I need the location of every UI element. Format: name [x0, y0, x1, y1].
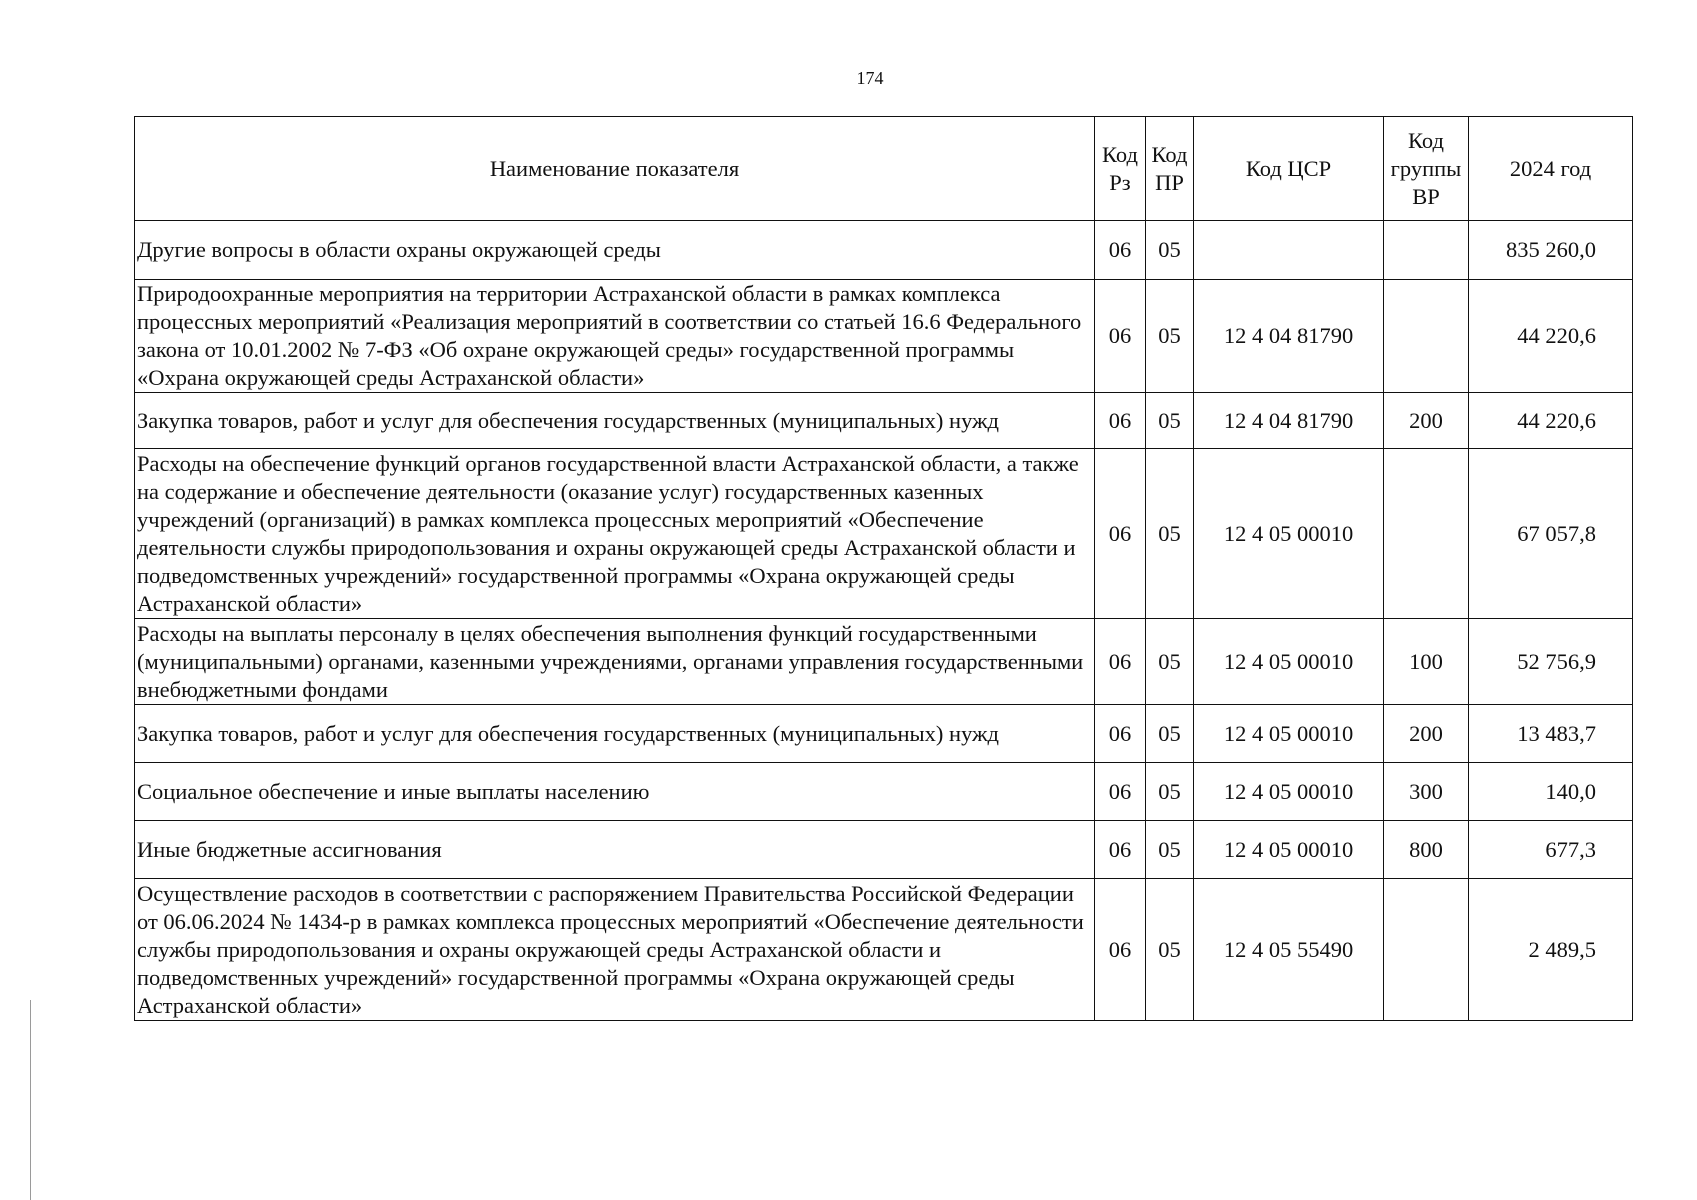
header-rz: Код Рз: [1095, 117, 1146, 221]
row-amount: 140,0: [1469, 763, 1633, 821]
table-row: [135, 449, 1633, 619]
row-pr: 05: [1146, 449, 1194, 619]
row-name: Иные бюджетные ассигнования: [135, 821, 1095, 879]
budget-table: [134, 116, 1633, 1021]
row-pr: 05: [1146, 393, 1194, 449]
row-vr: [1384, 449, 1469, 619]
header-year: 2024 год: [1469, 117, 1633, 221]
row-pr: 05: [1146, 705, 1194, 763]
row-csr: 12 4 05 00010: [1194, 705, 1384, 763]
row-name: Расходы на выплаты персоналу в целях обеспечения выполнения функций государственными (муниципальными) органами, казенными учреждениями, органами управления государственными внебюджетными фондами: [135, 619, 1095, 705]
row-csr: 12 4 05 55490: [1194, 879, 1384, 1021]
row-rz: 06: [1095, 280, 1146, 393]
row-csr: 12 4 05 00010: [1194, 821, 1384, 879]
row-amount: 835 260,0: [1469, 221, 1633, 280]
margin-line: [30, 1000, 31, 1200]
row-rz: 06: [1095, 619, 1146, 705]
row-name: Закупка товаров, работ и услуг для обеспечения государственных (муниципальных) нужд: [135, 393, 1095, 449]
row-vr: [1384, 221, 1469, 280]
row-name: Природоохранные мероприятия на территории Астраханской области в рамках комплекса процессных мероприятий «Реализация мероприятий в соответствии со статьей 16.6 Федерального закона от 10.01.2002 № 7-ФЗ «Об охране окружающей среды» государственной программы «Охрана окружающей среды Астраханской области»: [135, 280, 1095, 393]
table-header-row: [135, 117, 1633, 221]
header-csr: Код ЦСР: [1194, 117, 1384, 221]
row-rz: 06: [1095, 705, 1146, 763]
row-rz: 06: [1095, 221, 1146, 280]
row-amount: 44 220,6: [1469, 393, 1633, 449]
table-row: [135, 619, 1633, 705]
row-amount: 44 220,6: [1469, 280, 1633, 393]
row-pr: 05: [1146, 280, 1194, 393]
row-vr: 100: [1384, 619, 1469, 705]
row-name: Расходы на обеспечение функций органов государственной власти Астраханской области, а также на содержание и обеспечение деятельности (оказание услуг) государственных казенных учреждений (организаций) в рамках комплекса процессных мероприятий «Обеспечение деятельности службы природопользования и охраны окружающей среды Астраханской области и подведомственных учреждений» государственной программы «Охрана окружающей среды Астраханской области»: [135, 449, 1095, 619]
row-rz: 06: [1095, 393, 1146, 449]
row-csr: [1194, 221, 1384, 280]
row-pr: 05: [1146, 879, 1194, 1021]
row-name: Социальное обеспечение и иные выплаты населению: [135, 763, 1095, 821]
row-amount: 677,3: [1469, 821, 1633, 879]
row-name: Закупка товаров, работ и услуг для обеспечения государственных (муниципальных) нужд: [135, 705, 1095, 763]
page-number: 174: [856, 68, 884, 88]
header-pr: Код ПР: [1146, 117, 1194, 221]
row-rz: 06: [1095, 879, 1146, 1021]
row-vr: [1384, 879, 1469, 1021]
row-csr: 12 4 05 00010: [1194, 619, 1384, 705]
row-amount: 2 489,5: [1469, 879, 1633, 1021]
row-rz: 06: [1095, 763, 1146, 821]
row-name: Другие вопросы в области охраны окружающей среды: [135, 221, 1095, 280]
table-row: [135, 221, 1633, 280]
table-row: [135, 280, 1633, 393]
row-csr: 12 4 04 81790: [1194, 393, 1384, 449]
table-row: [135, 821, 1633, 879]
row-csr: 12 4 05 00010: [1194, 449, 1384, 619]
row-vr: 300: [1384, 763, 1469, 821]
row-csr: 12 4 04 81790: [1194, 280, 1384, 393]
row-vr: 800: [1384, 821, 1469, 879]
row-vr: 200: [1384, 393, 1469, 449]
row-amount: 52 756,9: [1469, 619, 1633, 705]
row-pr: 05: [1146, 221, 1194, 280]
table-row: [135, 879, 1633, 1021]
table-row: [135, 763, 1633, 821]
row-pr: 05: [1146, 821, 1194, 879]
row-amount: 13 483,7: [1469, 705, 1633, 763]
row-amount: 67 057,8: [1469, 449, 1633, 619]
table-row: [135, 393, 1633, 449]
row-pr: 05: [1146, 619, 1194, 705]
header-vr: Код группы ВР: [1384, 117, 1469, 221]
row-rz: 06: [1095, 449, 1146, 619]
header-name: Наименование показателя: [135, 117, 1095, 221]
row-vr: 200: [1384, 705, 1469, 763]
row-vr: [1384, 280, 1469, 393]
row-pr: 05: [1146, 763, 1194, 821]
table-row: [135, 705, 1633, 763]
row-rz: 06: [1095, 821, 1146, 879]
row-csr: 12 4 05 00010: [1194, 763, 1384, 821]
row-name: Осуществление расходов в соответствии с распоряжением Правительства Российской Федерации от 06.06.2024 № 1434-р в рамках комплекса процессных мероприятий «Обеспечение деятельности службы природопользования и охраны окружающей среды Астраханской области и подведомственных учреждений» государственной программы «Охрана окружающей среды Астраханской области»: [135, 879, 1095, 1021]
